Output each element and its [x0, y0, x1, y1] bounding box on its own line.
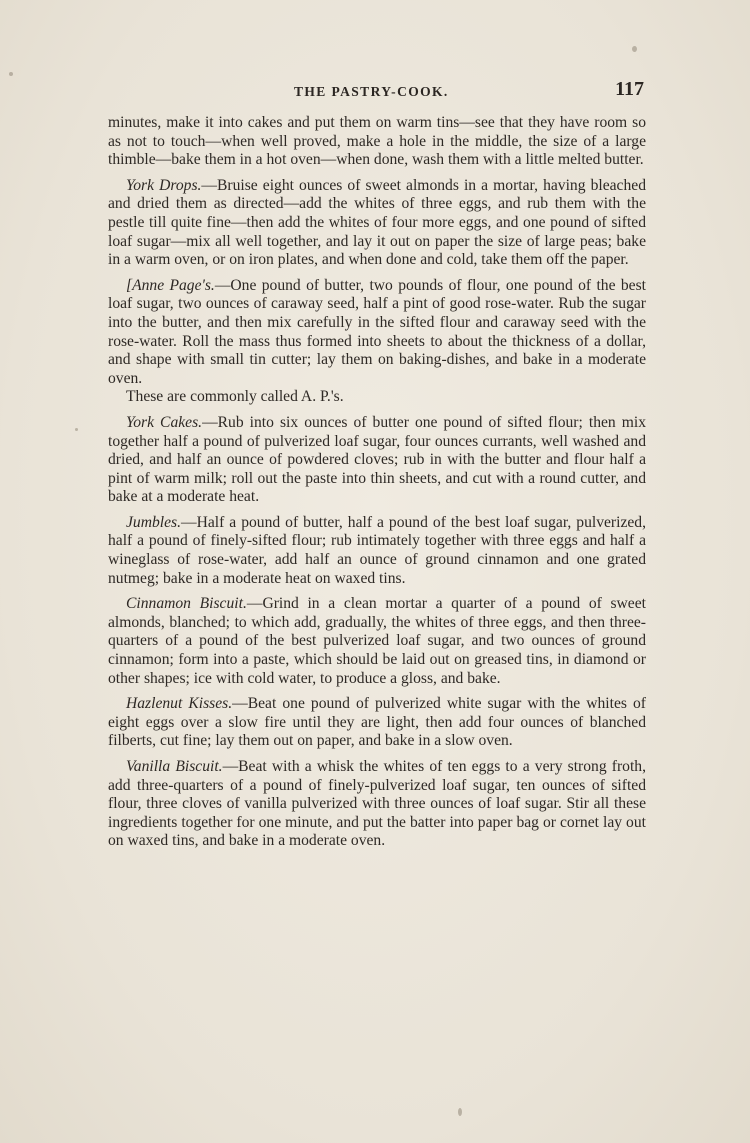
recipe-text: —Bruise eight ounces of sweet almonds in a mortar, having bleached and dried them as directed—add the whites of three eggs, and rub them with the pestle till quite fine—then add the whites of four more eggs, and one pound of sifted loaf sugar—mix all well together, and lay it out on paper the size of large peas; bake in a warm oven, or on iron plates, and when done and cold, take them off the paper. [108, 176, 646, 269]
recipe-text: —One pound of butter, two pounds of flour, one pound of the best loaf sugar, two ounces of caraway seed, half a pint of good rose-water. Rub the sugar into the butter, and then mix carefully in the sifted flour and caraway seed with the rose-water. Roll the mass thus formed into sheets to about the thickness of a dollar, and shape with small tin cutter; lay them on baking-dishes, and bake in a moderate oven. [108, 276, 646, 387]
body-text [108, 114, 646, 858]
recipe-title: Vanilla Biscuit. [126, 758, 223, 775]
recipe-note [108, 388, 646, 407]
recipe-title: York Drops. [126, 176, 202, 194]
paragraph-continuation [108, 114, 646, 170]
recipe-text: —Beat one pound of pulverized white sugar with the whites of eight eggs over a slow fire until they are light, then add four ounces of blanched filberts, cut fine; lay them out on paper, and bake in a slow oven. [108, 695, 646, 750]
recipe-jumbles [108, 514, 646, 588]
recipe-text: —Half a pound of butter, half a pound of the best loaf sugar, pulverized, half a pound of finely-sifted flour; rub intimately together with three eggs and half a wineglass of rose-water, add half an ounce of ground cinnamon and one grated nutmeg; bake in a moderate heat on waxed tins. [108, 513, 646, 587]
paper-speck [75, 428, 78, 431]
recipe-title: Jumbles. [126, 513, 181, 531]
paper-speck [9, 72, 13, 76]
recipe-cinnamon-biscuit [108, 595, 646, 688]
recipe-title: Cinnamon Biscuit. [126, 595, 247, 613]
recipe-text: —Beat with a whisk the whites of ten eggs to a very strong froth, add three-quarters of a pound of finely-pulverized loaf sugar, ten ounces of sifted flour, three cloves of vanilla pulverized with three ounces of loaf sugar. Stir all these ingredients together for one minute, and put the batter into paper bag or cornet lay out on waxed tins, and bake in a moderate oven. [108, 758, 647, 850]
recipe-text: —Rub into six ounces of butter one pound of sifted flour; then mix together half a pound of pulverized loaf sugar, four ounces currants, well washed and dried, and half an ounce of powdered cloves; rub in with the butter and flour half a pint of warm milk; roll out the paste into thin sheets, and cut with a round cutter, and bake at a moderate heat. [108, 413, 646, 506]
recipe-text: —Grind in a clean mortar a quarter of a pound of sweet almonds, blanched; to which add, gradually, the whites of three eggs, and then three-quarters of a pound of the best pulverized loaf sugar, and two ounces of ground cinnamon; form into a paste, which should be laid out on greased tins, in diamond or other shapes; ice with cold water, to produce a gloss, and bake. [108, 595, 646, 687]
recipe-title: York Cakes. [126, 413, 203, 431]
note-text: These are commonly called A. P.'s. [126, 388, 344, 406]
recipe-title: [Anne Page's. [126, 276, 215, 294]
paper-speck [458, 1108, 462, 1116]
recipe-hazlenut-kisses [108, 695, 646, 751]
paragraph-text: minutes, make it into cakes and put them on warm tins—see that they have room so as not to touch—when well proved, make a hole in the middle, the size of a large thimble—bake them in a hot oven—when done, wash them with a little melted butter. [108, 114, 646, 169]
recipe-title: Hazlenut Kisses. [126, 695, 233, 713]
recipe-york-cakes [108, 414, 646, 507]
recipe-york-drops [108, 177, 646, 270]
recipe-anne-pages [108, 277, 646, 389]
running-head: THE PASTRY-COOK. [294, 84, 449, 99]
page-header [108, 78, 646, 106]
page-number: 117 [615, 78, 644, 100]
paper-speck [632, 46, 637, 52]
recipe-vanilla-biscuit [108, 758, 646, 851]
